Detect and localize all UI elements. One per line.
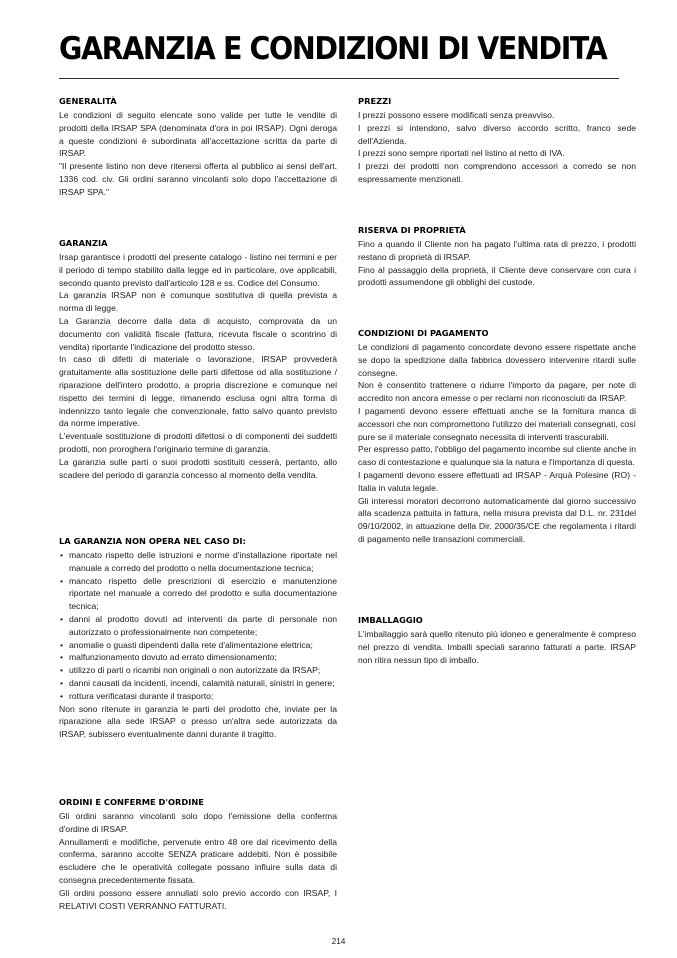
section-prezzi (358, 96, 636, 186)
paragraph: L'imballaggio sarà quello ritenuto più idoneo e generalmente è compreso nel prezzo di vendita. Imballi speciali saranno fatturati a parte. IRSAP non ritira nessun tipo di imballo. (358, 629, 636, 665)
section-garanzia (59, 238, 337, 481)
paragraph: Non sono ritenute in garanzia le parti del prodotto che, inviate per la riparazione alla sede IRSAP o presso un'altra sede autorizzata da IRSAP, subissero eventualmente danni durante il tragitto. (59, 703, 337, 740)
list-item: • mancato rispetto delle prescrizioni di esercizio e manutenzione riportate nel manuale a corredo del prodotto e sulla documentazione tecnica; (59, 575, 337, 613)
paragraph: Per espresso patto, l'obbligo del pagamento incombe sul cliente anche in caso di contestazione e qualunque sia la natura e l'importanza di questa. (358, 444, 636, 468)
section-non-opera (59, 536, 337, 741)
list-item: • danni causati da incidenti, incendi, calamità naturali, sinistri in genere; (59, 677, 337, 690)
section-heading: IMBALLAGGIO (358, 615, 423, 625)
paragraph: Annullamenti e modifiche, pervenute entro 48 ore dal ricevimento della conferma, saranno accolte SENZA praticare addebiti. Non è possibile escludere che le operatività collegate possano influire sulla data di consegna precedentemente fissata. (59, 836, 337, 885)
section-heading: ORDINI E CONFERME D'ORDINE (59, 797, 204, 807)
page-number: 214 (331, 936, 346, 946)
paragraph: Gli ordini possono essere annullati solo previo accordo con IRSAP, I RELATIVI COSTI VERRANNO FATTURATI. (59, 887, 337, 911)
paragraph: La Garanzia decorre dalla data di acquisto, comprovata da un documento con validità fiscale (fattura, ricevuta fiscale o scontrino di vendita) riportante l'indicazione del prodotto stesso. (59, 315, 337, 352)
list-item: • rottura verificatasi durante il trasporto; (59, 690, 337, 703)
paragraph: Fino a quando il Cliente non ha pagato l'ultima rata di prezzo, i prodotti restano di proprietà di IRSAP. (358, 239, 636, 262)
list-item: • mancato rispetto delle istruzioni e norme d'installazione riportate nel manuale a corredo del prodotto o nella documentazione tecnica; (59, 549, 337, 575)
paragraph: Gli interessi moratori decorrono automaticamente dal giorno successivo alla scadenza pattuita in fattura, nella misura prevista dal D.L. nr. 231del 09/10/2002, in attuazione della Dir. 2000/35/CE che regolamenta i ritardi di pagamento nelle transazioni commerciali. (358, 495, 636, 544)
section-heading: PREZZI (358, 96, 392, 106)
paragraph: I prezzi dei prodotti non comprendono accessori a corredo se non espressamente menzionati. (358, 161, 636, 184)
paragraph: Le condizioni di seguito elencate sono valide per tutte le vendite di prodotti della IRSAP SPA (denominata d'ora in poi IRSAP). Ogni deroga a queste condizioni è subordinata all'accettazione scritta da parte di IRSAP. (59, 110, 337, 159)
list-item: • malfunzionamento dovuto ad errato dimensionamento; (59, 651, 337, 664)
list-item: • anomalie o guasti dipendenti dalla rete d'alimentazione elettrica; (59, 639, 337, 652)
paragraph: L'eventuale sostituzione di prodotti difettosi o di componenti dei suddetti prodotti, non proroghera l'originario termine di garanzia. (59, 431, 337, 454)
paragraph: Le condizioni di pagamento concordate devono essere rispettate anche se dopo la spedizione dalla fabbrica dovessero intervenire ritardi sulle consegne. (358, 342, 636, 378)
section-heading: RISERVA DI PROPRIETÀ (358, 225, 466, 235)
paragraph: Fino al passaggio della proprietà, il Cliente deve conservare con cura i prodotti assumendone gli obblighi del custode. (358, 264, 636, 288)
section-heading: GARANZIA (59, 238, 108, 248)
section-generalita (59, 96, 337, 199)
paragraph: Irsap garantisce i prodotti del presente catalogo - listino nei termini e per il periodo di tempo stabilito dalla legge ed in particolare, ove applicabili, secondo quanto previsto dall'articolo 128 e ss. Codice del Consumo. (59, 252, 337, 288)
section-heading: CONDIZIONI DI PAGAMENTO (358, 328, 489, 338)
section-riserva (358, 225, 636, 289)
paragraph: I pagamenti devono essere effettuati ad IRSAP - Arquà Polesine (RO) - Italia in valuta legale. (358, 469, 636, 493)
paragraph: Gli ordini saranno vincolanti solo dopo l'emissione della conferma d'ordine di IRSAP. (59, 811, 337, 834)
paragraph: I prezzi sono sempre riportati nel listino al netto di IVA. (358, 148, 565, 159)
section-ordini (59, 797, 337, 912)
title-divider (59, 78, 619, 79)
list-item: • utilizzo di parti o ricambi non originali o non autorizzate da IRSAP; (59, 664, 337, 677)
list-item: • danni al prodotto dovuti ad interventi da parte di personale non autorizzato o professionalmente non competente; (59, 613, 337, 639)
section-heading: GENERALITÀ (59, 96, 117, 106)
paragraph: La garanzia IRSAP non è comunque sostitutiva di quella prevista a norma di legge. (59, 290, 337, 314)
paragraph: La garanzia sulle parti o suoi prodotti sostituiti cesserà, pertanto, allo scadere del periodo di garanzia concesso al momento della vendita. (59, 456, 337, 480)
paragraph: In caso di difetti di materiale o lavorazione, IRSAP provvederà gratuitamente alla sostituzione delle parti difettose od alla sostituzione / riparazione dell'intero prodotto, a propria discrezione e comunque nel rispetto dei termini di legge, rimanendo esclusa ogni altra forma di indennizzo tanto legale che convenzionale, fatto salvo quanto previsto da norme imperative. (59, 354, 337, 429)
page-title: GARANZIA E CONDIZIONI DI VENDITA (59, 31, 607, 67)
paragraph: Non è consentito trattenere o ridurre l'importo da pagare, per note di accredito non ancora emesse o per reclami non riconosciuti da IRSAP. (358, 380, 636, 404)
paragraph: "Il presente listino non deve ritenersi offerta al pubblico ai sensi dell'art. 1336 cod. civ. Gli ordini saranno vincolanti solo dopo l'accettazione di IRSAP SPA." (59, 161, 337, 197)
section-heading: LA GARANZIA NON OPERA NEL CASO DI: (59, 536, 246, 546)
exclusions-list (59, 549, 337, 703)
paragraph: I prezzi possono essere modificati senza preavviso. (358, 110, 555, 120)
paragraph: I pagamenti devono essere effettuati anche se la fornitura manca di accessori che non compromettono l'utilizzo dei materiali consegnati, così pure se il materiale consegnato necessita di interventi trascurabili. (358, 405, 636, 442)
paragraph: I prezzi si intendono, salvo diverso accordo scritto, franco sede dell'Azienda. (358, 122, 636, 146)
section-pagamento (358, 328, 636, 546)
section-imballaggio (358, 615, 636, 666)
